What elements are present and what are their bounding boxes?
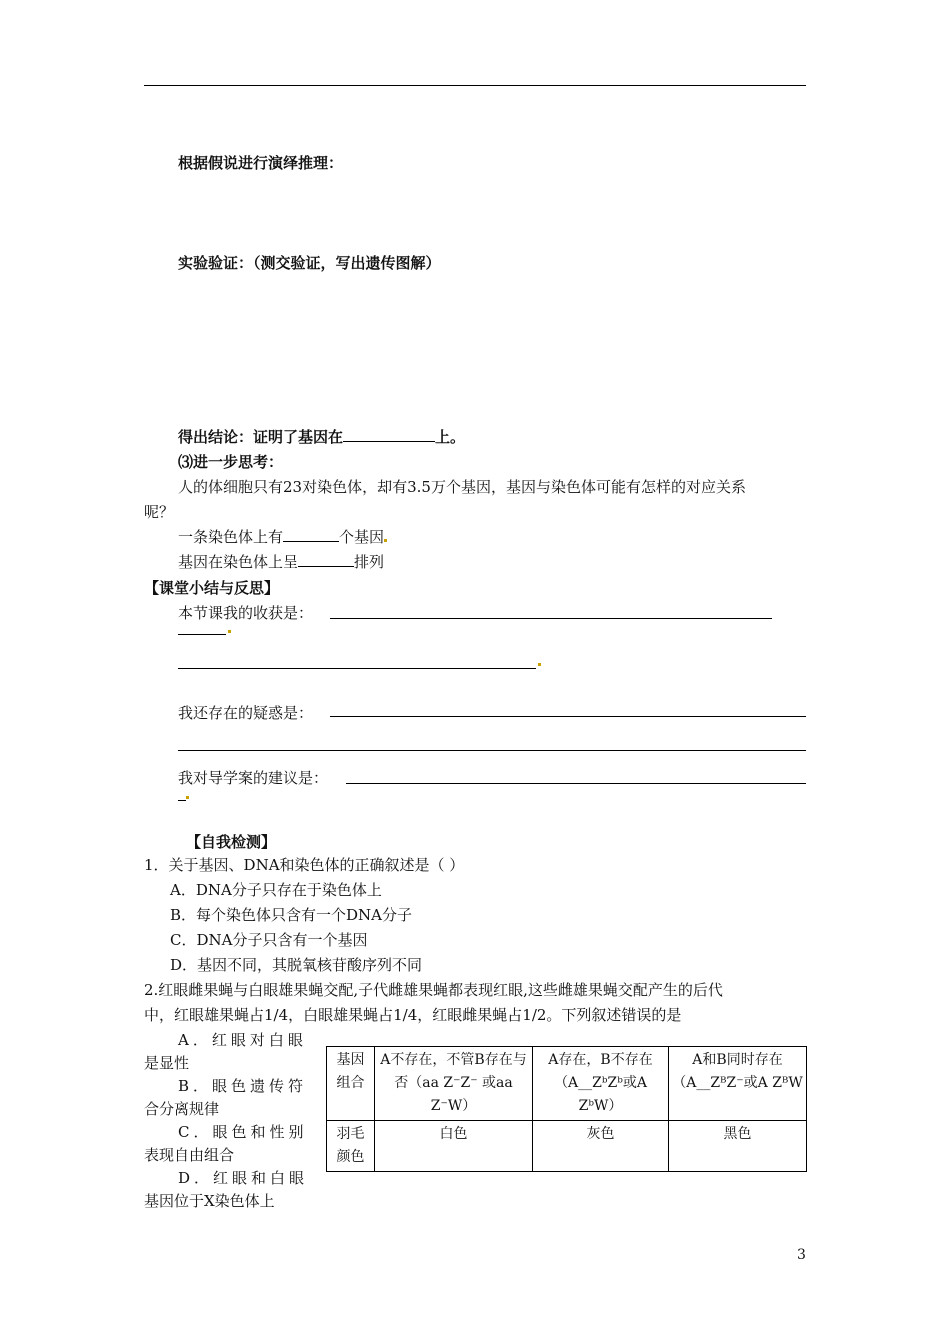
experiment-heading: 实验验证：（测交验证，写出遗传图解） [178, 254, 441, 272]
q2-option-a-1: A．红眼对白眼 [178, 1031, 307, 1049]
gain-label: 本节课我的收获是： [178, 604, 314, 622]
marker-dot [228, 630, 231, 633]
q2-option-c-2: 表现自由组合 [144, 1146, 235, 1164]
further-line1: 人的体细胞只有23对染色体，却有3.5万个基因，基因与染色体可能有怎样的对应关系 [178, 478, 746, 496]
doubt-line-2[interactable] [178, 750, 806, 751]
cell-white: 白色 [375, 1121, 533, 1172]
marker-dot [186, 796, 189, 799]
q2-option-d-2: 基因位于X染色体上 [144, 1192, 275, 1210]
q2-option-b-2: 合分离规律 [144, 1100, 220, 1118]
gain-line-3[interactable] [178, 668, 536, 669]
self-test-heading: 【自我检测】 [186, 833, 277, 851]
header-a-and-b: A和B同时存在（A__ZᴮZ⁻或A ZᴮW [669, 1047, 807, 1121]
further-q2 [178, 551, 384, 572]
q2-suffix: 排列 [354, 553, 385, 571]
q1-prefix: 一条染色体上有 [178, 528, 284, 546]
q2-option-c-1: C．眼色和性别 [178, 1123, 308, 1141]
gain-line-1[interactable] [330, 618, 772, 619]
q2-option-b-1: B．眼色遗传符 [178, 1077, 308, 1095]
q2-stem-2: 中，红眼雄果蝇占1/4，白眼雄果蝇占1/4，红眼雌果蝇占1/2。下列叙述错误的是 [144, 1006, 682, 1024]
summary-heading: 【课堂小结与反思】 [144, 579, 280, 597]
doubt-label: 我还存在的疑惑是： [178, 704, 314, 722]
q1-stem: 1．关于基因、DNA和染色体的正确叙述是（ ） [144, 856, 465, 874]
further-line2: 呢？ [144, 503, 175, 521]
table-row [327, 1121, 807, 1172]
q1-blank[interactable] [283, 526, 339, 542]
conclusion-line [178, 426, 465, 447]
row-feather-color: 羽毛颜色 [327, 1121, 375, 1172]
marker-dot [384, 539, 387, 542]
cell-black: 黑色 [669, 1121, 807, 1172]
page-number: 3 [797, 1247, 806, 1263]
q1-option-d: D．基因不同，其脱氧核苷酸序列不同 [170, 956, 423, 974]
header-gene-combination: 基因组合 [327, 1047, 375, 1121]
deduction-heading: 根据假说进行演绎推理： [178, 154, 344, 172]
header-rule [144, 85, 806, 86]
q2-option-d-1: D．红眼和白眼 [178, 1169, 309, 1187]
further-q1 [178, 526, 384, 547]
header-a-absent: A不存在，不管B存在与否（aa Z⁻Z⁻ 或aa Z⁻W） [375, 1047, 533, 1121]
q1-option-c: C．DNA分子只含有一个基因 [170, 931, 368, 949]
q2-blank[interactable] [298, 551, 354, 567]
q1-option-a: A．DNA分子只存在于染色体上 [170, 881, 382, 899]
suggest-label: 我对导学案的建议是： [178, 769, 329, 787]
further-heading: ⑶进一步思考： [178, 453, 284, 471]
suggest-line-2[interactable] [178, 800, 186, 801]
conclusion-blank[interactable] [343, 426, 435, 442]
doubt-line-1[interactable] [330, 716, 806, 717]
cell-gray: 灰色 [533, 1121, 669, 1172]
q1-suffix: 个基因 [339, 528, 385, 546]
q2-prefix: 基因在染色体上呈 [178, 553, 299, 571]
q2-stem-1: 2.红眼雌果蝇与白眼雄果蝇交配,子代雌雄果蝇都表现红眼,这些雌雄果蝇交配产生的后代 [144, 981, 723, 999]
conclusion-suffix: 上。 [435, 428, 466, 446]
gain-line-2[interactable] [178, 634, 226, 635]
q1-option-b: B．每个染色体只含有一个DNA分子 [170, 906, 413, 924]
marker-dot [538, 663, 541, 666]
header-a-only: A存在，B不存在（A__ZᵇZᵇ或A ZᵇW） [533, 1047, 669, 1121]
genotype-table [326, 1046, 807, 1172]
table-row [327, 1047, 807, 1121]
q2-option-a-2: 是显性 [144, 1054, 190, 1072]
suggest-line-1[interactable] [346, 783, 806, 784]
conclusion-prefix: 得出结论：证明了基因在 [178, 428, 344, 446]
